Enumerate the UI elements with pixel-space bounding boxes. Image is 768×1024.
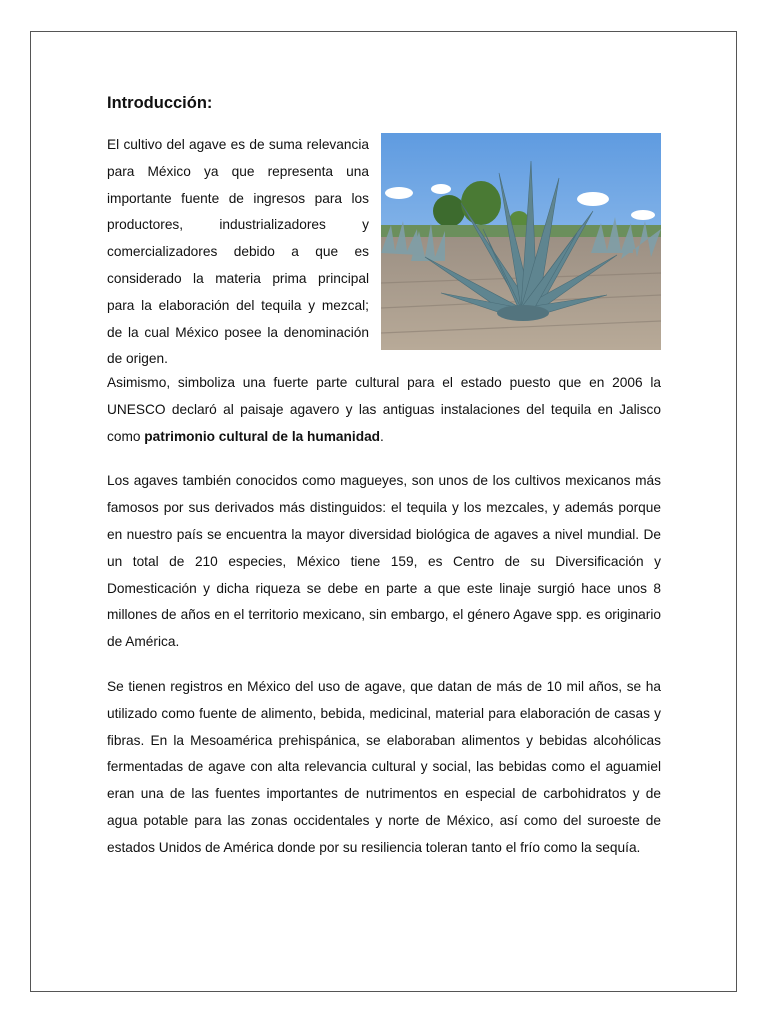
agave-field-illustration xyxy=(381,133,661,350)
document-page xyxy=(30,31,737,992)
heritage-emphasis: patrimonio cultural de la humanidad xyxy=(144,428,381,444)
paragraph-unesco-text: Asimismo, simboliza una fuerte parte cultural para el estado puesto que en 2006 la UNESCO declaró al paisaje agavero y las antiguas instalaciones del tequila en Jalisco como xyxy=(107,375,661,444)
paragraph-magueyes: Los agaves también conocidos como magueyes, son unos de los cultivos mexicanos más famosos por sus derivados más distinguidos: el tequila y los mezcales, y además porque en nuestro país se encuentra la mayor diversidad biológica de agaves a nivel mundial. De un total de 210 especies, México tiene 159, es Centro de su Diversificación y Domesticación y dicha riqueza se debe en parte a que este linaje surgió hace unos 8 millones de años en el territorio mexicano, sin embargo, el género Agave spp. es originario de América. xyxy=(107,473,661,650)
intro-paragraph: El cultivo del agave es de suma relevancia para México ya que representa una importante fuente de ingresos para los productores, industrializadores y comercializadores debido a que es considerado la materia prima principal para la elaboración del tequila y mezcal; de la cual México posee la denominación de origen. xyxy=(107,137,369,367)
paragraph-unesco xyxy=(107,370,661,450)
paragraph-unesco-end: . xyxy=(380,428,384,444)
intro-block xyxy=(107,132,661,370)
agave-field-photo xyxy=(381,133,661,350)
document-content xyxy=(107,90,661,880)
paragraph-history: Se tienen registros en México del uso de agave, que datan de más de 10 mil años, se ha utilizado como fuente de alimento, bebida, medicinal, material para elaboración de casas y fibras. En la Mesoamérica prehispánica, se elaboraban alimentos y bebidas alcohólicas fermentadas de agave con alta relevancia cultural y social, las bebidas como el aguamiel eran una de las fuentes importantes de nutrimentos en especial de carbohidratos y de agua potable para las zonas occidentales y norte de México, así como del suroeste de estados Unidos de América donde por su resiliencia toleran tanto el frío como la sequía. xyxy=(107,678,661,855)
section-heading: Introducción: xyxy=(107,94,213,112)
